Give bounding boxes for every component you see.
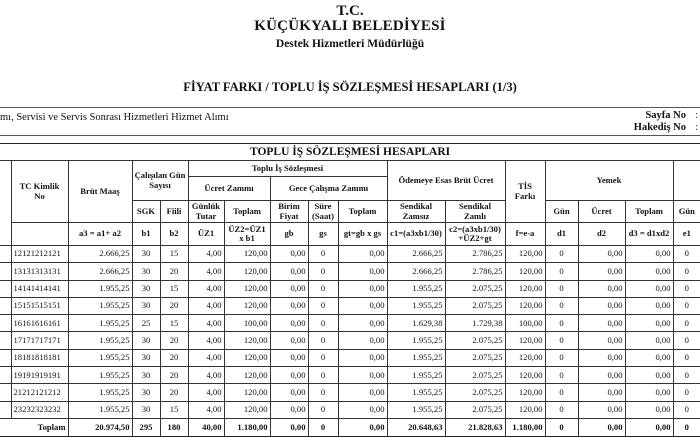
cell-c1: 1.955,25 (387, 297, 445, 314)
cell-gb: 0,00 (270, 297, 308, 314)
th-sure: Süre (Saat) (308, 201, 338, 223)
cell-sgk: 30 (132, 332, 160, 349)
cell-tc: 17171717171 (11, 332, 68, 349)
cell-gb: 0,00 (270, 367, 308, 384)
th-formula-f: f=e-a (505, 223, 545, 246)
cell-f: 120,00 (505, 297, 545, 314)
table-row (0, 246, 700, 263)
cell-uz2: 120,00 (224, 401, 270, 418)
cell-tc: 14141414141 (11, 280, 68, 297)
cell-gunluk: 4,00 (188, 367, 224, 384)
cell-uz2: 120,00 (224, 349, 270, 366)
total-c2: 21.828,63 (445, 418, 505, 436)
cell-d1: 0 (545, 349, 578, 366)
project-name: mı, Servisi ve Servis Sonrası Hizmetleri Hizmet Alımı (0, 112, 229, 123)
cell-c1: 1.955,25 (387, 332, 445, 349)
total-c1: 20.648,63 (387, 418, 445, 436)
cell-gt: 0,00 (338, 367, 387, 384)
cell-tc: 21212121212 (11, 384, 68, 401)
cell-c2: 2.075,25 (445, 280, 505, 297)
progress-payment-number-value: : (695, 122, 698, 133)
cell-c1: 1.955,25 (387, 280, 445, 297)
cell-d2: 0,00 (578, 280, 625, 297)
cell-c2: 2.075,25 (445, 384, 505, 401)
cell-d2: 0,00 (578, 315, 625, 332)
cell-sgk: 30 (132, 263, 160, 280)
cell-gt: 0,00 (338, 401, 387, 418)
cell-d2: 0,00 (578, 332, 625, 349)
th-uz-toplam: Toplam (224, 201, 270, 223)
table-row (0, 349, 700, 366)
cell-d1: 0 (545, 401, 578, 418)
cell-brut: 2.666,25 (68, 246, 132, 263)
cell-gunluk: 4,00 (188, 315, 224, 332)
table-row (0, 384, 700, 401)
cell-tc: 18181818181 (11, 349, 68, 366)
th-odemeye-esas: Ödemeye Esas Brüt Ücret (387, 161, 505, 201)
cell-f: 120,00 (505, 332, 545, 349)
table-title: TOPLU İŞ SÖZLEŞMESİ HESAPLARI (0, 144, 700, 161)
th-tc-formula (11, 223, 68, 246)
cell-c1: 1.955,25 (387, 367, 445, 384)
cell-d3: 0,00 (625, 401, 673, 418)
cell-e1: 0 (673, 297, 700, 314)
th-e-gun: Gün (673, 201, 700, 223)
cell-gs: 0 (308, 315, 338, 332)
cell-f: 120,00 (505, 384, 545, 401)
th-sgk: SGK (132, 201, 160, 223)
th-formula-d1: d1 (545, 223, 578, 246)
cell-d2: 0,00 (578, 297, 625, 314)
cell-fiili: 15 (160, 401, 188, 418)
cell-f: 120,00 (505, 367, 545, 384)
cell-tc: 13131313131 (11, 263, 68, 280)
total-e1: 0 (673, 418, 700, 436)
cell-fiili: 20 (160, 297, 188, 314)
header-tc: T.C. (336, 3, 364, 19)
table-row (0, 297, 700, 314)
cell-d3: 0,00 (625, 246, 673, 263)
total-gt: 0,00 (338, 418, 387, 436)
cell-gs: 0 (308, 332, 338, 349)
cell-c2: 2.786,25 (445, 263, 505, 280)
cell-gb: 0,00 (270, 263, 308, 280)
cell-gb: 0,00 (270, 349, 308, 366)
cell-d3: 0,00 (625, 384, 673, 401)
th-birim-fiyat: Birim Fiyat (270, 201, 308, 223)
cell-gs: 0 (308, 384, 338, 401)
cell-e1: 0 (673, 263, 700, 280)
table-row (0, 263, 700, 280)
cell-gs: 0 (308, 246, 338, 263)
cell-brut: 1.955,25 (68, 315, 132, 332)
cell-sgk: 30 (132, 401, 160, 418)
th-formula-d2: d2 (578, 223, 625, 246)
th-formula-c2: c2=(a3xb1/30) +ÜZ2+gt (445, 223, 505, 246)
cell-sgk: 25 (132, 315, 160, 332)
cell-c1: 1.955,25 (387, 349, 445, 366)
th-formula-uz1: ÜZ1 (188, 223, 224, 246)
cell-tc: 12121212121 (11, 246, 68, 263)
cell-f: 120,00 (505, 349, 545, 366)
cell-gunluk: 4,00 (188, 297, 224, 314)
cell-fiili: 20 (160, 263, 188, 280)
cell-gb: 0,00 (270, 401, 308, 418)
cell-d3: 0,00 (625, 315, 673, 332)
cell-d3: 0,00 (625, 332, 673, 349)
cell-gunluk: 4,00 (188, 384, 224, 401)
cell-gt: 0,00 (338, 384, 387, 401)
table-row (0, 280, 700, 297)
th-brut-maas: Brüt Maaş (68, 161, 132, 223)
left-cut-cell (0, 246, 11, 263)
left-cut-column-header (0, 161, 11, 246)
cell-d2: 0,00 (578, 246, 625, 263)
cell-uz2: 120,00 (224, 367, 270, 384)
table-row (0, 401, 700, 418)
cell-d1: 0 (545, 315, 578, 332)
page-number-label: Sayfa No (645, 110, 686, 121)
cell-d1: 0 (545, 297, 578, 314)
total-brut: 20.974,50 (68, 418, 132, 436)
cell-c1: 2.666,25 (387, 263, 445, 280)
cell-brut: 1.955,25 (68, 384, 132, 401)
table-row (0, 332, 700, 349)
cell-gs: 0 (308, 401, 338, 418)
cell-e1: 0 (673, 401, 700, 418)
th-sendikal-zamli: Sendikal Zamlı (445, 201, 505, 223)
divider-bottom (0, 135, 700, 136)
cell-gt: 0,00 (338, 246, 387, 263)
cell-f: 120,00 (505, 280, 545, 297)
th-gece-zammi: Gece Çalışma Zammı (270, 177, 387, 201)
cell-e1: 0 (673, 332, 700, 349)
cell-gt: 0,00 (338, 297, 387, 314)
table-body (0, 246, 700, 419)
left-cut-cell (0, 384, 11, 401)
th-formula-a3: a3 = a1+ a2 (68, 223, 132, 246)
th-yemek: Yemek (545, 161, 673, 201)
cell-e1: 0 (673, 367, 700, 384)
th-fiili: Fiili (160, 201, 188, 223)
cell-tc: 23232323232 (11, 401, 68, 418)
cell-gb: 0,00 (270, 384, 308, 401)
cell-d2: 0,00 (578, 401, 625, 418)
cell-gs: 0 (308, 297, 338, 314)
total-gs: 0 (308, 418, 338, 436)
cell-gb: 0,00 (270, 315, 308, 332)
total-row (0, 418, 700, 436)
th-tis-farki: TİS Farkı (505, 161, 545, 223)
header-municipality: KÜÇÜKYALI BELEDİYESİ (254, 18, 446, 34)
left-cut-cell (0, 367, 11, 384)
cell-uz2: 120,00 (224, 263, 270, 280)
left-cut-cell (0, 280, 11, 297)
progress-payment-number-label: Hakediş No (633, 122, 686, 133)
cell-uz2: 120,00 (224, 297, 270, 314)
cell-c2: 2.075,25 (445, 297, 505, 314)
cell-d1: 0 (545, 384, 578, 401)
cell-gunluk: 4,00 (188, 401, 224, 418)
total-f: 1.180,00 (505, 418, 545, 436)
total-sgk: 295 (132, 418, 160, 436)
cell-c2: 2.075,25 (445, 332, 505, 349)
cell-gt: 0,00 (338, 349, 387, 366)
th-sendikal-zamsiz: Sendikal Zamsız (387, 201, 445, 223)
cell-c2: 2.786,25 (445, 246, 505, 263)
cell-gt: 0,00 (338, 315, 387, 332)
th-formula-e1: e1 (673, 223, 700, 246)
left-cut-cell (0, 263, 11, 280)
left-cut-cell (0, 401, 11, 418)
cell-gb: 0,00 (270, 246, 308, 263)
cell-tc: 16161616161 (11, 315, 68, 332)
cell-d1: 0 (545, 332, 578, 349)
cell-c2: 2.075,25 (445, 401, 505, 418)
cell-c1: 1.629,38 (387, 315, 445, 332)
th-formula-d3: d3 = d1xd2 (625, 223, 673, 246)
cell-c2: 1.729,38 (445, 315, 505, 332)
cell-brut: 1.955,25 (68, 297, 132, 314)
cell-f: 120,00 (505, 263, 545, 280)
left-cut-cell (0, 332, 11, 349)
cell-fiili: 20 (160, 349, 188, 366)
th-formula-b2: b2 (160, 223, 188, 246)
th-cut-group (673, 161, 700, 201)
left-cut-cell (0, 297, 11, 314)
total-d1: 0 (545, 418, 578, 436)
total-d2: 0,00 (578, 418, 625, 436)
cell-gunluk: 4,00 (188, 263, 224, 280)
total-d3: 0,00 (625, 418, 673, 436)
cell-gunluk: 4,00 (188, 349, 224, 366)
left-cut-cell (0, 349, 11, 366)
cell-c1: 1.955,25 (387, 384, 445, 401)
divider-top (0, 107, 700, 108)
cell-e1: 0 (673, 384, 700, 401)
cell-d2: 0,00 (578, 263, 625, 280)
cell-tc: 15151515151 (11, 297, 68, 314)
cell-d3: 0,00 (625, 349, 673, 366)
cell-f: 100,00 (505, 315, 545, 332)
cell-gs: 0 (308, 349, 338, 366)
th-formula-gt: gt=gb x gs (338, 223, 387, 246)
cell-sgk: 30 (132, 246, 160, 263)
cell-gs: 0 (308, 280, 338, 297)
cell-gunluk: 4,00 (188, 246, 224, 263)
th-gun-sayisi: Çalışılan Gün Sayısı (132, 161, 188, 201)
cell-fiili: 20 (160, 332, 188, 349)
cell-d3: 0,00 (625, 263, 673, 280)
cell-gb: 0,00 (270, 280, 308, 297)
cell-c2: 2.075,25 (445, 349, 505, 366)
cell-gs: 0 (308, 263, 338, 280)
total-gb: 0,00 (270, 418, 308, 436)
th-ucret-zammi: Ücret Zammı (188, 177, 270, 201)
cell-d2: 0,00 (578, 367, 625, 384)
cell-fiili: 15 (160, 246, 188, 263)
th-yemek-toplam: Toplam (625, 201, 673, 223)
cell-uz2: 120,00 (224, 384, 270, 401)
cell-d3: 0,00 (625, 367, 673, 384)
total-gunluk: 40,00 (188, 418, 224, 436)
th-yemek-gun: Gün (545, 201, 578, 223)
cell-sgk: 30 (132, 297, 160, 314)
cell-fiili: 20 (160, 367, 188, 384)
cell-sgk: 30 (132, 280, 160, 297)
cell-sgk: 30 (132, 384, 160, 401)
cell-d2: 0,00 (578, 349, 625, 366)
left-cut-cell (0, 315, 11, 332)
cell-e1: 0 (673, 349, 700, 366)
cell-d2: 0,00 (578, 384, 625, 401)
cell-uz2: 120,00 (224, 246, 270, 263)
cell-fiili: 20 (160, 384, 188, 401)
cell-fiili: 15 (160, 315, 188, 332)
cell-brut: 1.955,25 (68, 280, 132, 297)
th-tc-kimlik: TC Kimlik No (11, 161, 68, 223)
th-formula-uz2: ÜZ2=ÜZ1 x b1 (224, 223, 270, 246)
th-formula-b1: b1 (132, 223, 160, 246)
cell-brut: 1.955,25 (68, 367, 132, 384)
th-formula-gs: gs (308, 223, 338, 246)
document-title: FİYAT FARKI / TOPLU İŞ SÖZLEŞMESİ HESAPLARI (1/3) (183, 80, 517, 94)
cell-e1: 0 (673, 315, 700, 332)
cell-gt: 0,00 (338, 280, 387, 297)
cell-sgk: 30 (132, 367, 160, 384)
cell-d3: 0,00 (625, 280, 673, 297)
cell-gs: 0 (308, 367, 338, 384)
cell-f: 120,00 (505, 401, 545, 418)
cell-tc: 19191919191 (11, 367, 68, 384)
cell-d1: 0 (545, 263, 578, 280)
total-uz2: 1.180,00 (224, 418, 270, 436)
cell-e1: 0 (673, 246, 700, 263)
th-tis-group: Toplu İş Sözleşmesi (188, 161, 387, 177)
cell-uz2: 120,00 (224, 280, 270, 297)
cell-e1: 0 (673, 280, 700, 297)
cell-brut: 2.666,25 (68, 263, 132, 280)
cell-d1: 0 (545, 280, 578, 297)
cell-gb: 0,00 (270, 332, 308, 349)
cell-uz2: 120,00 (224, 332, 270, 349)
table-row (0, 315, 700, 332)
cell-fiili: 15 (160, 280, 188, 297)
cell-f: 120,00 (505, 246, 545, 263)
th-yemek-ucret: Ücret (578, 201, 625, 223)
page-number-value: : (695, 110, 698, 121)
cell-brut: 1.955,25 (68, 349, 132, 366)
cell-gt: 0,00 (338, 332, 387, 349)
cell-brut: 1.955,25 (68, 401, 132, 418)
th-formula-gb: gb (270, 223, 308, 246)
total-label: Toplam (0, 418, 68, 436)
cell-c1: 1.955,25 (387, 401, 445, 418)
cell-gunluk: 4,00 (188, 332, 224, 349)
cell-brut: 1.955,25 (68, 332, 132, 349)
cell-d1: 0 (545, 246, 578, 263)
cell-gunluk: 4,00 (188, 280, 224, 297)
table-row (0, 367, 700, 384)
cell-d1: 0 (545, 367, 578, 384)
cell-gt: 0,00 (338, 263, 387, 280)
collective-agreement-table (0, 143, 700, 437)
th-gunluk-tutar: Günlük Tutar (188, 201, 224, 223)
th-gece-toplam: Toplam (338, 201, 387, 223)
th-formula-c1: c1=(a3xb1/30) (387, 223, 445, 246)
total-fiili: 180 (160, 418, 188, 436)
cell-sgk: 30 (132, 349, 160, 366)
cell-c2: 2.075,25 (445, 367, 505, 384)
header-department: Destek Hizmetleri Müdürlüğü (275, 38, 425, 50)
cell-d3: 0,00 (625, 297, 673, 314)
cell-c1: 2.666,25 (387, 246, 445, 263)
cell-uz2: 100,00 (224, 315, 270, 332)
